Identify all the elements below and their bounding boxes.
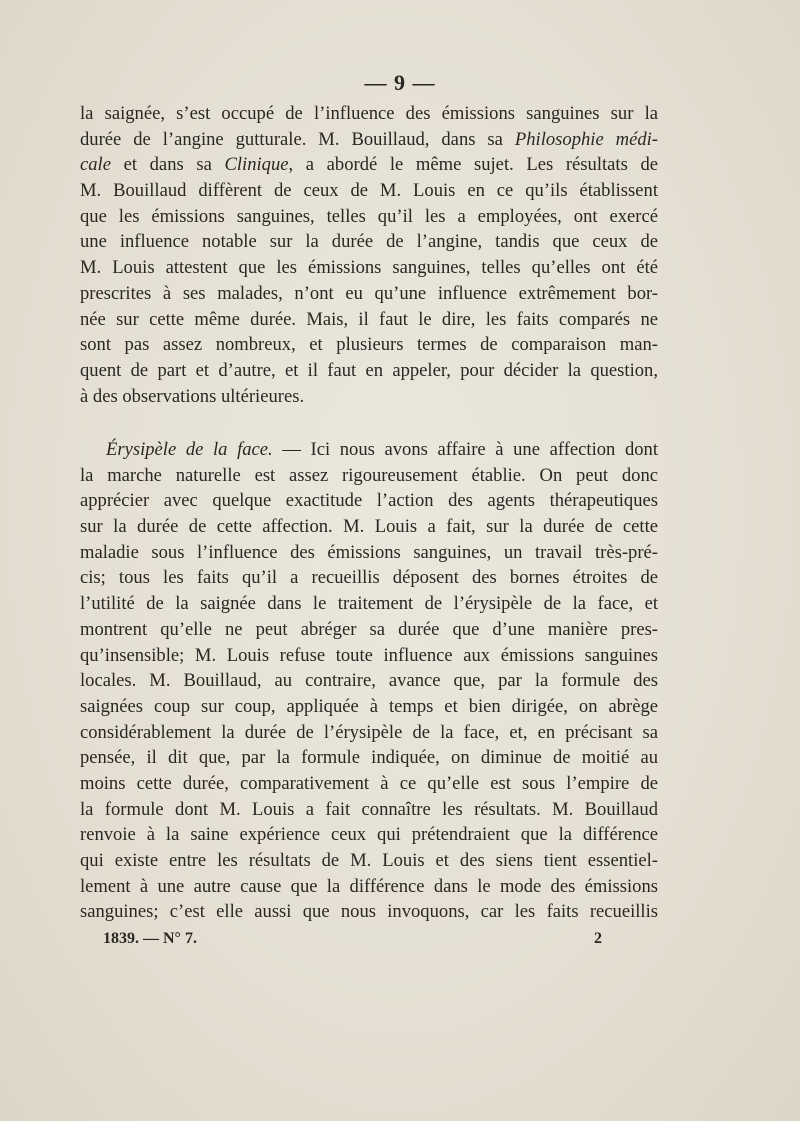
paragraph-angine [80, 101, 658, 409]
paragraph-erysipele [80, 437, 658, 925]
text-line: la marche naturelle est assez rigoureusement établie. On peut donc [80, 464, 658, 486]
text-line: saignées coup sur coup, appliquée à temps et bien dirigée, on abrège [80, 695, 658, 717]
text-line: prescrites à ses malades, n’ont eu qu’une influence extrêmement bor- [80, 282, 658, 304]
text-line: maladie sous l’influence des émissions sanguines, un travail très-pré- [80, 541, 658, 563]
text-line: considérablement la durée de l’érysipèle de la face, et, en précisant sa [80, 721, 658, 743]
page-number: — 9 — [364, 70, 436, 95]
text-line: Érysipèle de la face. — Ici nous avons affaire à une affection dont [106, 439, 658, 460]
text-line: montrent qu’elle ne peut abréger sa durée que d’une manière pres- [80, 618, 658, 640]
text-line: la saignée, s’est occupé de l’influence des émissions sanguines sur la [80, 103, 658, 124]
text-line: sur la durée de cette affection. M. Louis a fait, sur la durée de cette [80, 516, 658, 538]
text-line: moins cette durée, comparativement à ce qu’elle est sous l’empire de [80, 772, 658, 794]
text-line: qui existe entre les résultats de M. Louis et des siens tient essentiel- [80, 850, 658, 871]
text-line: sanguines; c’est elle aussi que nous invoquons, car les faits recueillis [80, 901, 658, 923]
text-line: renvoie à la saine expérience ceux qui prétendraient que la différence [80, 824, 658, 846]
text-line: cis; tous les faits qu’il a recueillis déposent des bornes étroites de [80, 567, 658, 589]
text-line: pensée, il dit que, par la formule indiquée, on diminue de moitié au [80, 747, 658, 769]
sheet-number: 2 [594, 930, 602, 947]
text-line: apprécier avec quelque exactitude l’action des agents thérapeutiques [80, 490, 658, 512]
printer-signature: 1839. — N° 7. [103, 930, 197, 947]
text-line: durée de l’angine gutturale. M. Bouillaud, dans sa Philosophie médi- [80, 128, 658, 150]
text-line: lement à une autre cause que la différence dans le mode des émissions [80, 875, 658, 897]
text-line: qu’insensible; M. Louis refuse toute influence aux émissions sanguines [80, 644, 658, 666]
text-line: à des observations ultérieures. [80, 385, 305, 407]
text-line: cale et dans sa Clinique, a abordé le même sujet. Les résultats de [80, 154, 658, 176]
text-line: M. Louis attestent que les émissions sanguines, telles qu’elles ont été [80, 257, 658, 279]
text-line: l’utilité de la saignée dans le traitement de l’érysipèle de la face, et [80, 593, 658, 615]
text-line: sont pas assez nombreux, et plusieurs termes de comparaison man- [80, 334, 658, 356]
text-line: quent de part et d’autre, et il faut en appeler, pour décider la question, [80, 359, 658, 381]
text-line: née sur cette même durée. Mais, il faut le dire, les faits comparés ne [80, 308, 658, 330]
text-line: la formule dont M. Louis a fait connaître les résultats. M. Bouillaud [80, 798, 658, 820]
text-line: locales. M. Bouillaud, au contraire, avance que, par la formule des [80, 670, 658, 692]
text-line: une influence notable sur la durée de l’angine, tandis que ceux de [80, 231, 658, 253]
text-line: que les émissions sanguines, telles qu’il les a employées, ont exercé [80, 205, 658, 227]
text-line: M. Bouillaud diffèrent de ceux de M. Louis en ce qu’ils établissent [80, 180, 658, 202]
